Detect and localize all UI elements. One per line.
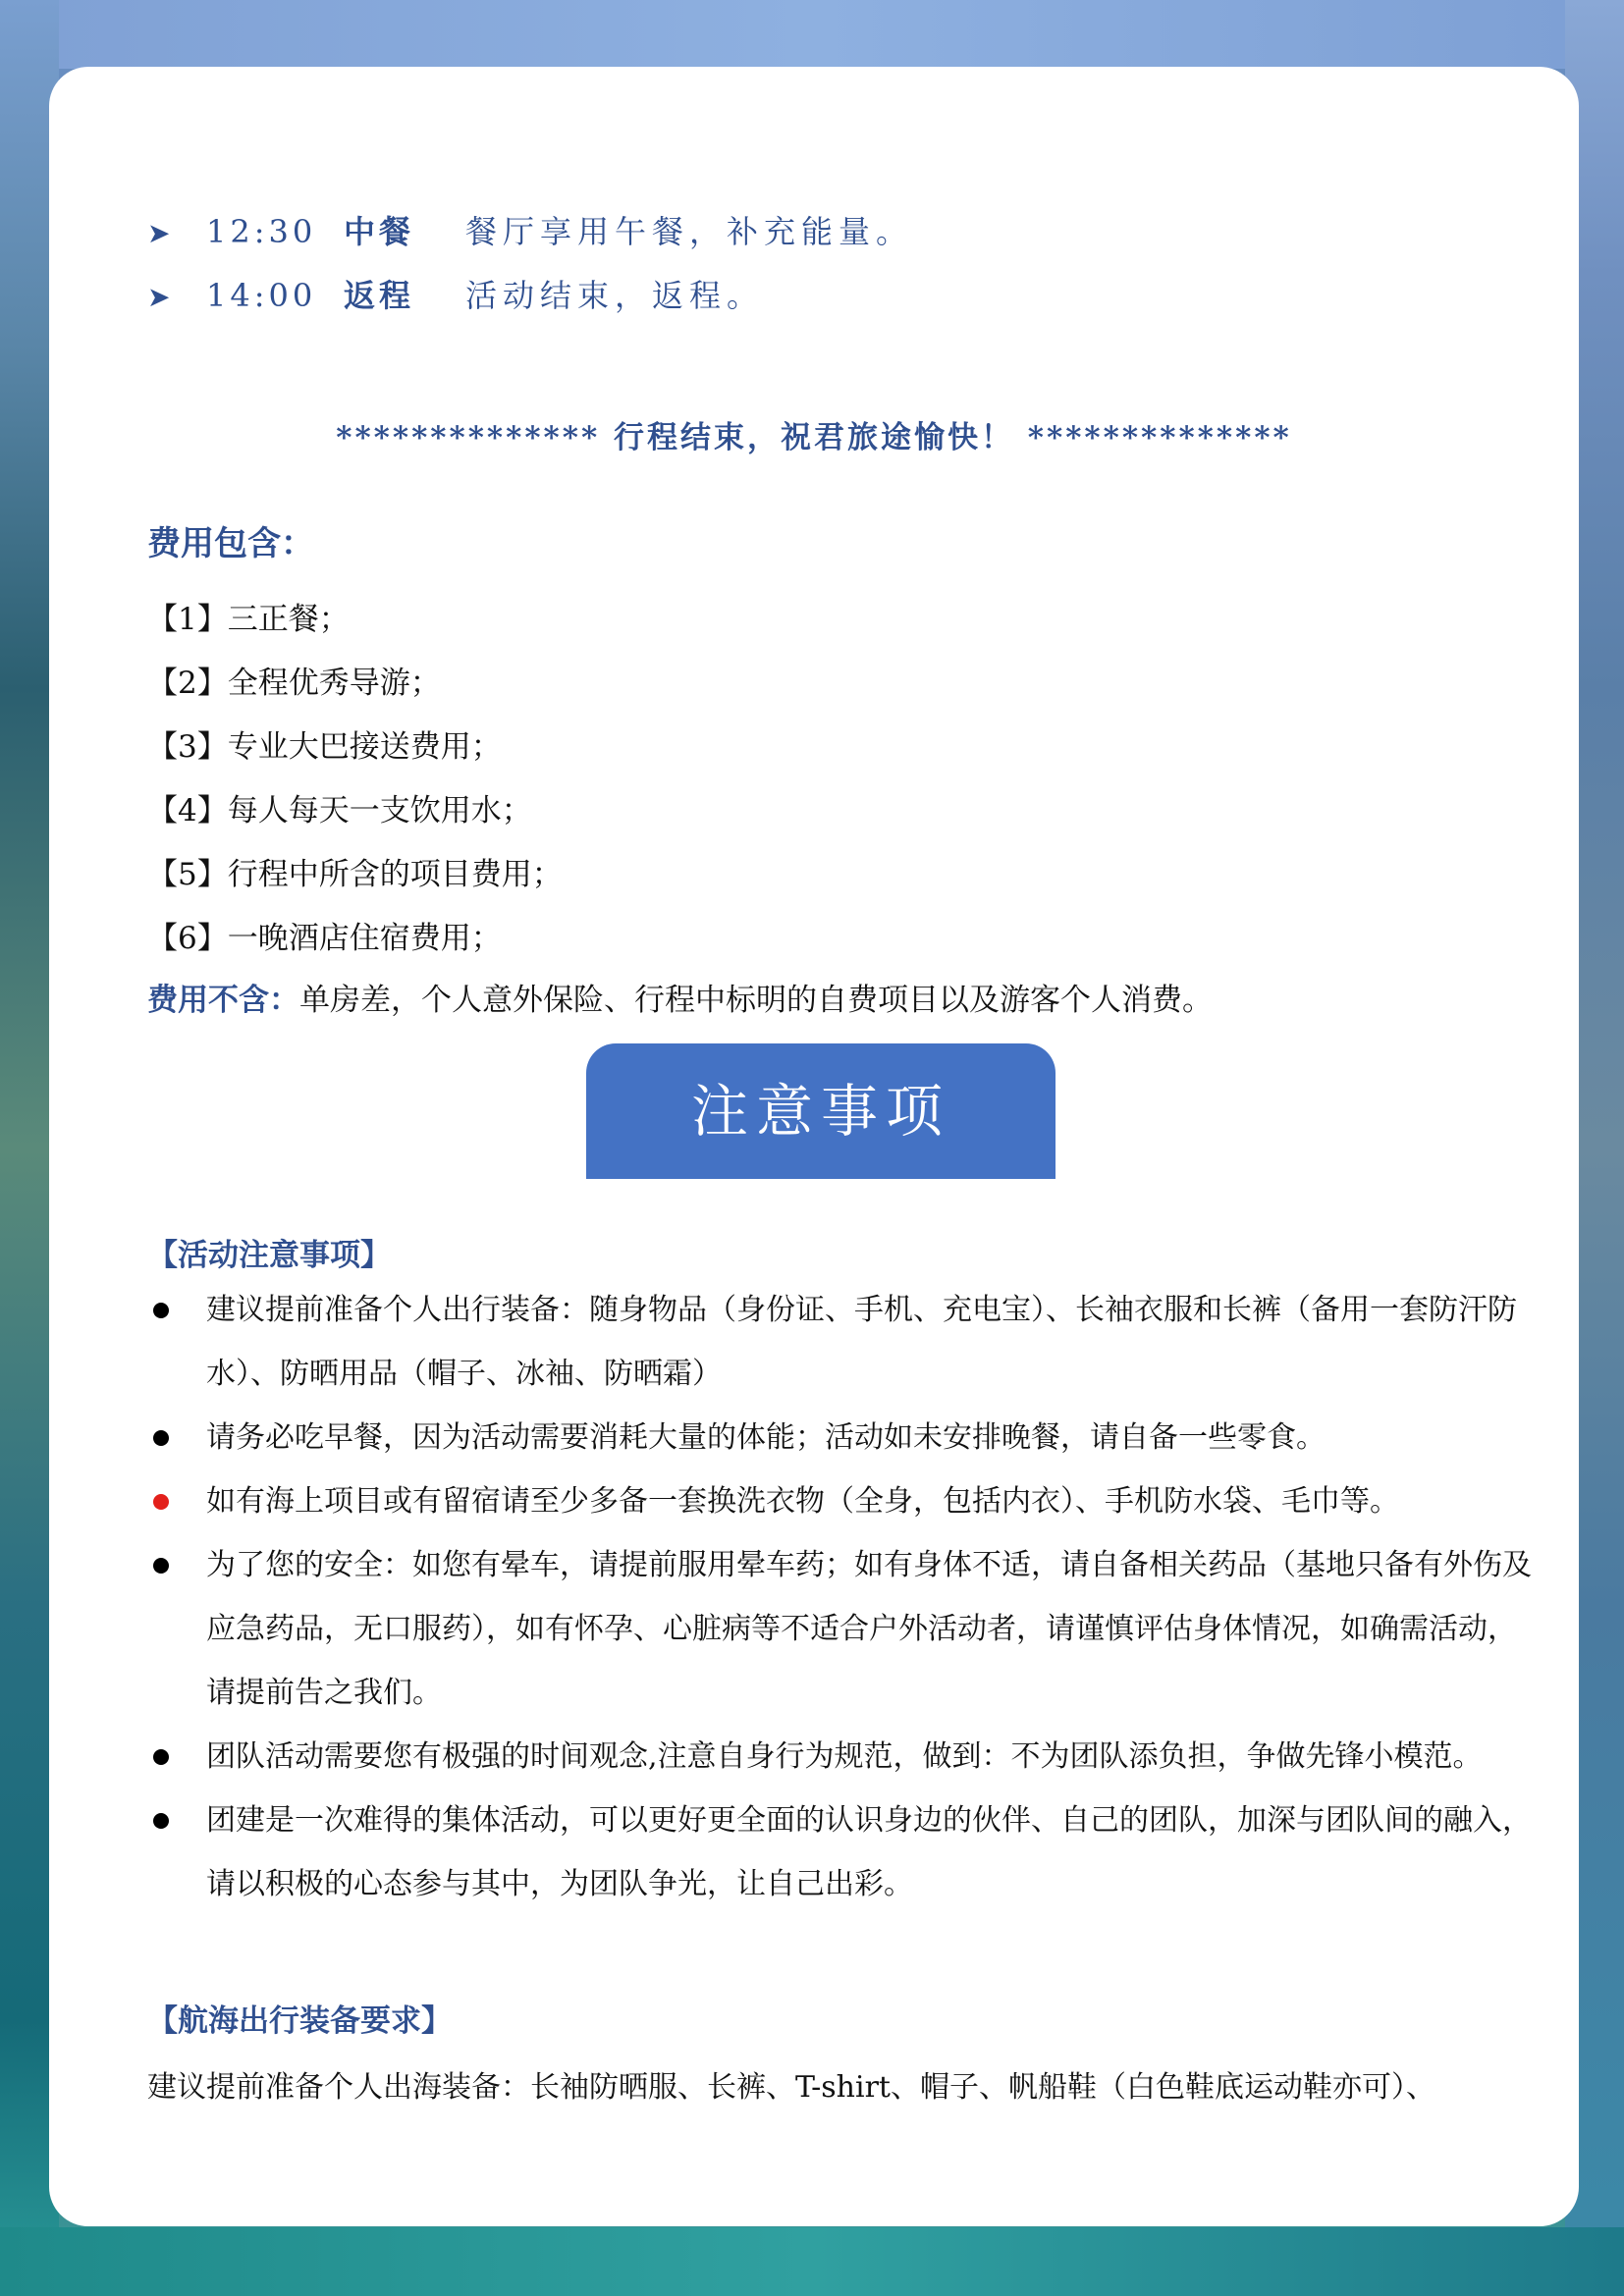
schedule-time: 14:00 — [206, 277, 317, 314]
bullet-icon — [153, 1494, 169, 1510]
sailing-title: 【航海出行装备要求】 — [147, 2003, 452, 2039]
fee-item: 【6】一晚酒店住宿费用； — [147, 921, 502, 956]
fee-excluded-label: 费用不含： — [147, 983, 299, 1018]
sailing-text: 建议提前准备个人出海装备：长袖防晒服、长裤、T-shirt、帽子、帆船鞋（白色鞋底运动鞋亦可）、 — [147, 2070, 1435, 2105]
bullet-icon — [153, 1749, 169, 1765]
notice-banner: 注意事项 — [586, 1043, 1056, 1179]
schedule-label: 返程 — [344, 277, 415, 314]
fee-item: 【3】专业大巴接送费用； — [147, 729, 502, 765]
fee-excluded — [147, 975, 1213, 1019]
schedule-label: 中餐 — [344, 213, 415, 250]
fee-item: 【4】每人每天一支饮用水； — [147, 793, 532, 828]
background-bottom — [0, 2227, 1624, 2296]
note-item: 建议提前准备个人出行装备：随身物品（身份证、手机、充电宝）、长袖衣服和长裤（备用一套防汗防水）、防晒用品（帽子、冰袖、防晒霜） — [206, 1293, 1517, 1391]
bullet-icon — [153, 1813, 169, 1829]
activity-notes-title: 【活动注意事项】 — [147, 1238, 391, 1273]
arrow-icon: ➤ — [147, 217, 175, 249]
background-top — [0, 0, 1624, 69]
note-item: 为了您的安全：如您有晕车，请提前服用晕车药；如有身体不适，请自备相关药品（基地只备有外伤及应急药品，无口服药），如有怀孕、心脏病等不适合户外活动者，请谨慎评估身体情况，如确需活动，请提前告之我们。 — [206, 1548, 1532, 1710]
schedule-desc: 活动结束，返程。 — [465, 277, 765, 314]
schedule-item — [147, 271, 764, 316]
schedule-item — [147, 207, 913, 252]
note-item: 请务必吃早餐，因为活动需要消耗大量的体能；活动如未安排晚餐，请自备一些零食。 — [206, 1420, 1326, 1455]
fee-included-title: 费用包含： — [147, 524, 314, 563]
fee-item: 【1】三正餐； — [147, 602, 350, 637]
note-item: 团队活动需要您有极强的时间观念,注意自身行为规范，做到：不为团队添负担，争做先锋小模范。 — [206, 1739, 1483, 1774]
fee-item: 【2】全程优秀导游； — [147, 666, 441, 701]
fee-excluded-text: 单房差，个人意外保险、行程中标明的自费项目以及游客个人消费。 — [299, 983, 1213, 1018]
schedule-time: 12:30 — [206, 213, 317, 250]
arrow-icon: ➤ — [147, 281, 175, 313]
bullet-icon — [153, 1558, 169, 1574]
note-item-warning: 如有海上项目或有留宿请至少多备一套换洗衣物（全身，包括内衣）、手机防水袋、毛巾等。 — [206, 1484, 1399, 1519]
bullet-icon — [153, 1430, 169, 1446]
fee-item: 【5】行程中所含的项目费用； — [147, 857, 563, 892]
itinerary-end-line: ************** 行程结束，祝君旅途愉快！ ************** — [336, 420, 1292, 455]
note-item: 团建是一次难得的集体活动，可以更好更全面的认识身边的伙伴、自己的团队，加深与团队间的融入，请以积极的心态参与其中，为团队争光，让自己出彩。 — [206, 1803, 1532, 1901]
bullet-icon — [153, 1303, 169, 1318]
document-page — [49, 67, 1579, 2226]
schedule-desc: 餐厅享用午餐，补充能量。 — [465, 213, 914, 250]
